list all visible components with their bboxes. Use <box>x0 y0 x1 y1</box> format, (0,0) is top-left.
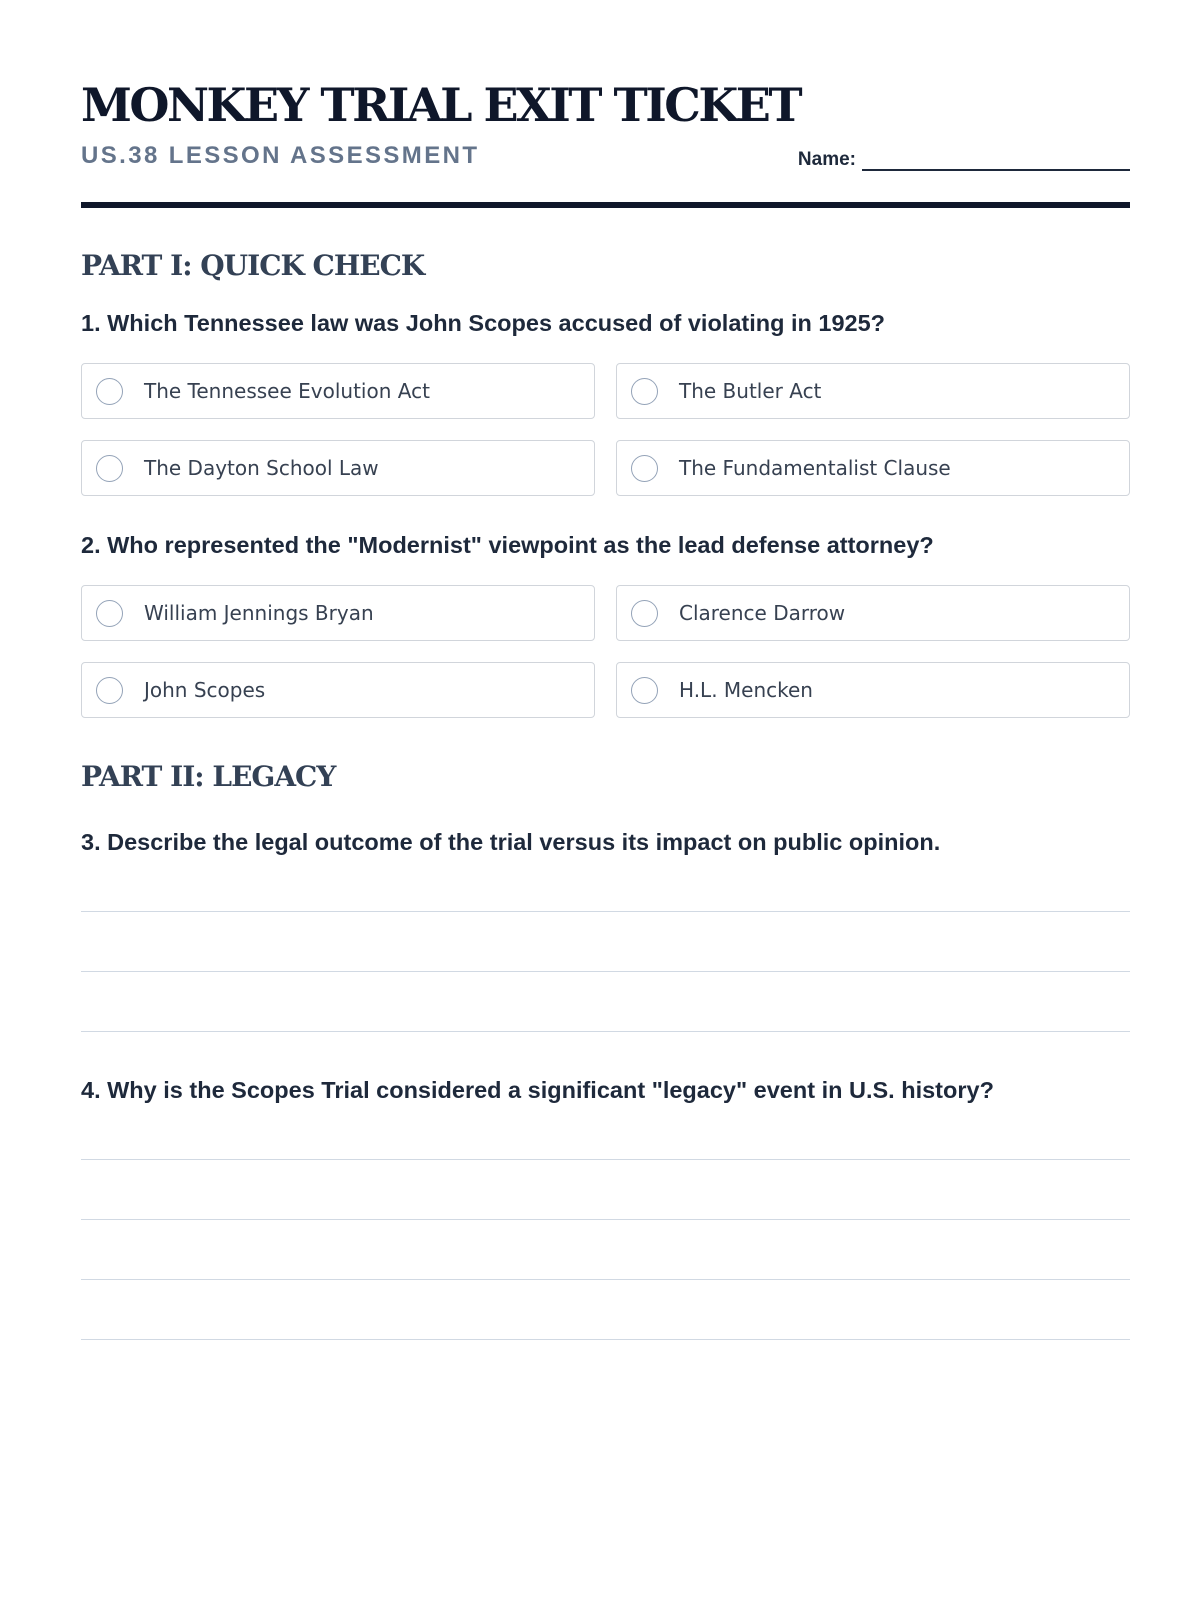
answer-line[interactable] <box>81 1279 1130 1280</box>
answer-line[interactable] <box>81 1339 1130 1340</box>
option-label: John Scopes <box>144 678 266 702</box>
radio-button-icon[interactable] <box>631 378 658 405</box>
answer-line[interactable] <box>81 1031 1130 1032</box>
radio-button-icon[interactable] <box>96 677 123 704</box>
section-heading-part2: PART II: LEGACY <box>81 760 336 793</box>
q1-option-2[interactable] <box>616 363 1130 419</box>
q2-option-3[interactable] <box>81 662 595 718</box>
name-blank-line[interactable] <box>862 151 1130 171</box>
question-1-text: 1. Which Tennessee law was John Scopes accused of violating in 1925? <box>81 310 886 336</box>
ticket-header <box>81 0 1130 208</box>
option-label: H.L. Mencken <box>679 678 813 702</box>
answer-line[interactable] <box>81 971 1130 972</box>
option-label: Clarence Darrow <box>679 601 846 625</box>
answer-line[interactable] <box>81 911 1130 912</box>
radio-button-icon[interactable] <box>631 455 658 482</box>
section-heading-part1: PART I: QUICK CHECK <box>81 249 425 282</box>
answer-line[interactable] <box>81 1159 1130 1160</box>
q2-option-1[interactable] <box>81 585 595 641</box>
question-4-text: 4. Why is the Scopes Trial considered a significant "legacy" event in U.S. history? <box>81 1077 994 1103</box>
answer-line[interactable] <box>81 1219 1130 1220</box>
question-2-options <box>81 585 1130 718</box>
option-label: The Butler Act <box>679 379 822 403</box>
question-2-text: 2. Who represented the "Modernist" viewpoint as the lead defense attorney? <box>81 532 934 558</box>
q1-option-4[interactable] <box>616 440 1130 496</box>
q2-option-4[interactable] <box>616 662 1130 718</box>
exit-ticket-page <box>81 0 1130 1103</box>
option-label: The Fundamentalist Clause <box>679 456 951 480</box>
question-1-options <box>81 363 1130 496</box>
option-label: William Jennings Bryan <box>144 601 374 625</box>
radio-button-icon[interactable] <box>631 600 658 627</box>
q1-option-1[interactable] <box>81 363 595 419</box>
header-divider <box>81 202 1130 208</box>
radio-button-icon[interactable] <box>96 378 123 405</box>
page-subtitle: US.38 LESSON ASSESSMENT <box>81 142 480 169</box>
name-field[interactable] <box>798 149 1130 171</box>
option-label: The Dayton School Law <box>144 456 379 480</box>
radio-button-icon[interactable] <box>96 600 123 627</box>
radio-button-icon[interactable] <box>631 677 658 704</box>
radio-button-icon[interactable] <box>96 455 123 482</box>
name-label: Name: <box>797 149 856 170</box>
question-3-text: 3. Describe the legal outcome of the trial versus its impact on public opinion. <box>81 829 941 855</box>
option-label: The Tennessee Evolution Act <box>144 379 430 403</box>
page-title: MONKEY TRIAL EXIT TICKET <box>81 78 801 132</box>
q2-option-2[interactable] <box>616 585 1130 641</box>
q1-option-3[interactable] <box>81 440 595 496</box>
